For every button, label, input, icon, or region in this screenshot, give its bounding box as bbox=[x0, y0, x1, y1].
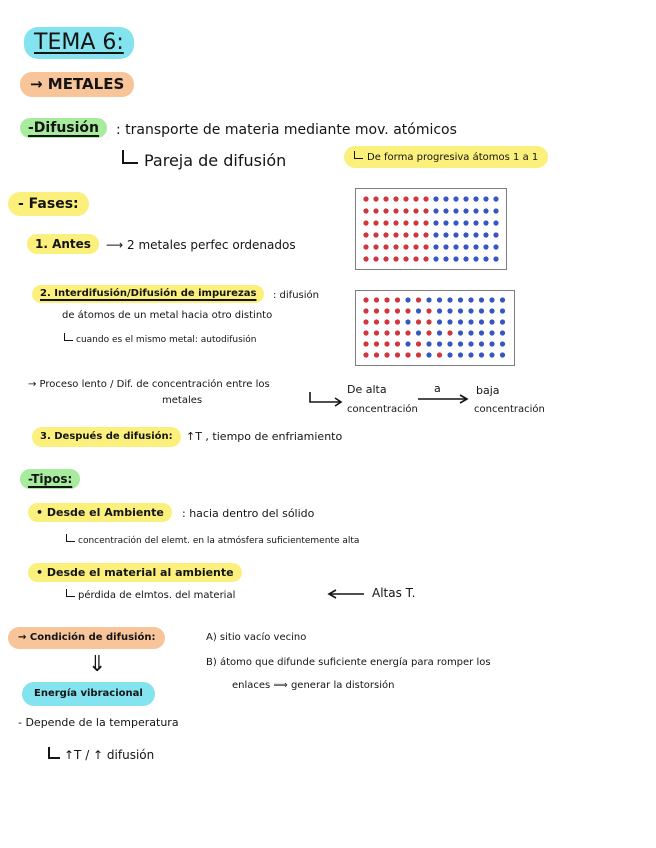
blue-atom bbox=[437, 341, 442, 346]
sub-arrow-icon bbox=[48, 747, 60, 759]
red-atom bbox=[405, 352, 410, 357]
blue-atom bbox=[479, 308, 484, 313]
blue-atom bbox=[500, 352, 505, 357]
sub-arrow-icon bbox=[122, 150, 138, 164]
blue-atom bbox=[443, 208, 448, 213]
fase1-text-value: 2 metales perfec ordenados bbox=[127, 238, 296, 252]
red-atom bbox=[423, 220, 428, 225]
tipo2-arrow-text: Altas T. bbox=[372, 586, 416, 600]
blue-atom bbox=[493, 232, 498, 237]
blue-atom bbox=[405, 341, 410, 346]
blue-atom bbox=[468, 341, 473, 346]
blue-atom bbox=[500, 319, 505, 324]
red-atom bbox=[395, 352, 400, 357]
sub-arrow-icon bbox=[354, 151, 363, 159]
blue-atom bbox=[500, 330, 505, 335]
conc-a: a bbox=[434, 382, 441, 395]
blue-atom bbox=[433, 208, 438, 213]
blue-atom bbox=[463, 208, 468, 213]
blue-atom bbox=[489, 341, 494, 346]
blue-atom bbox=[493, 220, 498, 225]
blue-atom bbox=[433, 256, 438, 261]
red-atom bbox=[423, 232, 428, 237]
sub-arrow-icon bbox=[66, 534, 75, 542]
depende-text: - Depende de la temperatura bbox=[18, 716, 179, 729]
blue-atom bbox=[437, 297, 442, 302]
blue-atom bbox=[437, 319, 442, 324]
difusion-definition: : transporte de materia mediante mov. atómicos bbox=[116, 122, 457, 138]
red-atom bbox=[373, 232, 378, 237]
blue-atom bbox=[468, 330, 473, 335]
blue-atom bbox=[500, 308, 505, 313]
condicion-b2: enlaces ⟹ generar la distorsión bbox=[232, 680, 395, 691]
red-atom bbox=[374, 341, 379, 346]
fase2-line2: de átomos de un metal hacia otro distinto bbox=[62, 310, 273, 321]
red-atom bbox=[363, 256, 368, 261]
difusion-label bbox=[20, 118, 107, 138]
fase2-line3 bbox=[64, 333, 257, 345]
energia-label: Energía vibracional bbox=[22, 682, 155, 706]
blue-atom bbox=[426, 341, 431, 346]
red-atom bbox=[393, 208, 398, 213]
blue-atom bbox=[468, 308, 473, 313]
red-atom bbox=[363, 297, 368, 302]
blue-atom bbox=[405, 297, 410, 302]
blue-atom bbox=[489, 330, 494, 335]
red-atom bbox=[363, 220, 368, 225]
difusion-label-text: -Difusión bbox=[28, 120, 100, 136]
proceso-line2: metales bbox=[162, 395, 203, 406]
red-atom bbox=[413, 232, 418, 237]
red-atom bbox=[437, 352, 442, 357]
red-atom bbox=[413, 196, 418, 201]
red-atom bbox=[403, 232, 408, 237]
blue-atom bbox=[458, 330, 463, 335]
blue-atom bbox=[433, 196, 438, 201]
red-atom bbox=[393, 256, 398, 261]
blue-atom bbox=[416, 330, 421, 335]
blue-atom bbox=[447, 319, 452, 324]
tipo1-sub-text: concentración del elemt. en la atmósfera suficientemente alta bbox=[78, 536, 360, 546]
red-atom bbox=[363, 208, 368, 213]
blue-atom bbox=[405, 319, 410, 324]
red-atom bbox=[363, 352, 368, 357]
blue-atom bbox=[447, 341, 452, 346]
fase1-text bbox=[106, 239, 296, 251]
fase1-label: 1. Antes bbox=[27, 234, 99, 254]
depende-sub-text: ↑T / ↑ difusión bbox=[64, 748, 155, 762]
red-atom bbox=[373, 256, 378, 261]
fase3-text: ↑T , tiempo de enfriamiento bbox=[186, 430, 343, 443]
blue-atom bbox=[468, 352, 473, 357]
tipo1-label: • Desde el Ambiente bbox=[28, 503, 172, 522]
blue-atom bbox=[437, 308, 442, 313]
blue-atom bbox=[463, 256, 468, 261]
blue-atom bbox=[458, 308, 463, 313]
page-title-text: TEMA 6: bbox=[34, 30, 124, 55]
blue-atom bbox=[453, 208, 458, 213]
blue-atom bbox=[443, 256, 448, 261]
red-atom bbox=[395, 341, 400, 346]
red-atom bbox=[426, 319, 431, 324]
red-atom bbox=[384, 319, 389, 324]
red-atom bbox=[395, 297, 400, 302]
blue-atom bbox=[443, 220, 448, 225]
blue-atom bbox=[483, 244, 488, 249]
red-atom bbox=[423, 208, 428, 213]
red-atom bbox=[395, 330, 400, 335]
blue-atom bbox=[443, 196, 448, 201]
blue-atom bbox=[489, 319, 494, 324]
blue-atom bbox=[479, 319, 484, 324]
conc-high-2: concentración bbox=[347, 404, 418, 415]
fases-label: - Fases: bbox=[8, 192, 89, 216]
red-atom bbox=[363, 341, 368, 346]
red-atom bbox=[426, 330, 431, 335]
red-atom bbox=[383, 208, 388, 213]
red-atom bbox=[413, 220, 418, 225]
conc-high-1: De alta bbox=[347, 383, 387, 396]
red-atom bbox=[423, 196, 428, 201]
red-atom bbox=[416, 352, 421, 357]
blue-atom bbox=[483, 208, 488, 213]
blue-atom bbox=[458, 341, 463, 346]
red-atom bbox=[395, 319, 400, 324]
red-atom bbox=[374, 308, 379, 313]
difusion-note-text: De forma progresiva átomos 1 a 1 bbox=[367, 152, 539, 163]
red-atom bbox=[393, 196, 398, 201]
red-atom bbox=[383, 256, 388, 261]
page-title bbox=[24, 27, 134, 59]
red-atom bbox=[393, 244, 398, 249]
blue-atom bbox=[479, 330, 484, 335]
fase2-line1: : difusión bbox=[273, 290, 319, 301]
red-atom bbox=[413, 244, 418, 249]
blue-atom bbox=[463, 220, 468, 225]
pareja-difusion bbox=[122, 150, 286, 169]
left-arrow-icon bbox=[326, 588, 366, 600]
red-atom bbox=[384, 308, 389, 313]
red-atom bbox=[393, 220, 398, 225]
red-atom bbox=[384, 341, 389, 346]
blue-atom bbox=[473, 220, 478, 225]
red-atom bbox=[383, 244, 388, 249]
red-atom bbox=[374, 330, 379, 335]
blue-atom bbox=[433, 244, 438, 249]
blue-atom bbox=[443, 244, 448, 249]
sub-arrow-icon bbox=[64, 333, 73, 341]
red-atom bbox=[426, 308, 431, 313]
blue-atom bbox=[443, 232, 448, 237]
red-atom bbox=[374, 352, 379, 357]
condicion-a: A) sitio vacío vecino bbox=[206, 632, 307, 643]
blue-atom bbox=[463, 244, 468, 249]
arrow-icon: ⟶ bbox=[106, 238, 128, 252]
red-atom bbox=[413, 208, 418, 213]
blue-atom bbox=[433, 232, 438, 237]
blue-atom bbox=[479, 352, 484, 357]
atom-grid-interdiffusion bbox=[355, 290, 515, 366]
section-metales-text: → METALES bbox=[30, 75, 125, 93]
red-atom bbox=[403, 220, 408, 225]
red-atom bbox=[373, 220, 378, 225]
blue-atom bbox=[479, 297, 484, 302]
conc-low-2: concentración bbox=[474, 404, 545, 415]
red-atom bbox=[413, 256, 418, 261]
depende-sub bbox=[48, 747, 154, 761]
blue-atom bbox=[433, 220, 438, 225]
red-atom bbox=[363, 319, 368, 324]
blue-atom bbox=[416, 308, 421, 313]
red-atom bbox=[384, 297, 389, 302]
blue-atom bbox=[489, 352, 494, 357]
red-atom bbox=[447, 330, 452, 335]
blue-atom bbox=[458, 319, 463, 324]
section-metales bbox=[20, 72, 134, 97]
red-atom bbox=[403, 196, 408, 201]
tipos-label bbox=[20, 469, 80, 489]
hook-arrow-icon bbox=[306, 390, 346, 410]
blue-atom bbox=[500, 341, 505, 346]
red-atom bbox=[416, 341, 421, 346]
red-atom bbox=[395, 308, 400, 313]
blue-atom bbox=[473, 256, 478, 261]
blue-atom bbox=[489, 297, 494, 302]
red-atom bbox=[423, 256, 428, 261]
tipo2-label: • Desde el material al ambiente bbox=[28, 563, 242, 582]
red-atom bbox=[373, 208, 378, 213]
blue-atom bbox=[447, 308, 452, 313]
blue-atom bbox=[483, 256, 488, 261]
blue-atom bbox=[493, 256, 498, 261]
red-atom bbox=[403, 256, 408, 261]
blue-atom bbox=[453, 220, 458, 225]
tipo2-sub bbox=[66, 589, 235, 601]
fase2-label-text: 2. Interdifusión/Difusión de impurezas bbox=[40, 288, 257, 299]
blue-atom bbox=[447, 352, 452, 357]
blue-atom bbox=[500, 297, 505, 302]
atom-grid-interdiffusion-svg bbox=[356, 291, 514, 365]
red-atom bbox=[384, 330, 389, 335]
red-atom bbox=[363, 196, 368, 201]
blue-atom bbox=[453, 232, 458, 237]
sub-arrow-icon bbox=[66, 589, 75, 597]
conc-low-1: baja bbox=[476, 384, 500, 397]
atom-grid-before-svg bbox=[356, 189, 506, 269]
pareja-difusion-text: Pareja de difusión bbox=[144, 151, 287, 170]
red-atom bbox=[363, 308, 368, 313]
red-atom bbox=[423, 244, 428, 249]
blue-atom bbox=[473, 196, 478, 201]
blue-atom bbox=[453, 256, 458, 261]
blue-atom bbox=[463, 232, 468, 237]
red-atom bbox=[363, 232, 368, 237]
red-atom bbox=[416, 297, 421, 302]
fase2-line3-text: cuando es el mismo metal: autodifusión bbox=[76, 335, 257, 345]
fase3-label: 3. Después de difusión: bbox=[32, 427, 181, 447]
arrow-icon bbox=[416, 393, 470, 405]
blue-atom bbox=[483, 196, 488, 201]
difusion-note bbox=[344, 146, 548, 168]
tipo2-sub-text: pérdida de elmtos. del material bbox=[78, 590, 236, 601]
red-atom bbox=[373, 196, 378, 201]
red-atom bbox=[403, 208, 408, 213]
red-atom bbox=[373, 244, 378, 249]
blue-atom bbox=[447, 297, 452, 302]
red-atom bbox=[383, 220, 388, 225]
proceso-line1: → Proceso lento / Dif. de concentración entre los bbox=[28, 379, 270, 390]
blue-atom bbox=[493, 244, 498, 249]
fase2-label bbox=[32, 285, 264, 303]
red-atom bbox=[383, 196, 388, 201]
double-down-arrow-icon: ⇓ bbox=[88, 652, 107, 677]
red-atom bbox=[405, 308, 410, 313]
blue-atom bbox=[426, 352, 431, 357]
blue-atom bbox=[479, 341, 484, 346]
condicion-label: → Condición de difusión: bbox=[8, 627, 165, 649]
tipo1-sub bbox=[66, 534, 359, 546]
blue-atom bbox=[458, 297, 463, 302]
tipo1-text: : hacia dentro del sólido bbox=[182, 507, 315, 520]
blue-atom bbox=[426, 297, 431, 302]
blue-atom bbox=[483, 232, 488, 237]
tipos-label-text: -Tipos: bbox=[28, 472, 73, 486]
red-atom bbox=[384, 352, 389, 357]
red-atom bbox=[416, 319, 421, 324]
condicion-b1: B) átomo que difunde suficiente energía para romper los bbox=[206, 657, 491, 668]
red-atom bbox=[363, 244, 368, 249]
blue-atom bbox=[493, 208, 498, 213]
blue-atom bbox=[468, 319, 473, 324]
atom-grid-before bbox=[355, 188, 507, 270]
blue-atom bbox=[489, 308, 494, 313]
blue-atom bbox=[453, 244, 458, 249]
blue-atom bbox=[458, 352, 463, 357]
blue-atom bbox=[437, 330, 442, 335]
red-atom bbox=[403, 244, 408, 249]
blue-atom bbox=[463, 196, 468, 201]
blue-atom bbox=[473, 232, 478, 237]
red-atom bbox=[383, 232, 388, 237]
red-atom bbox=[393, 232, 398, 237]
red-atom bbox=[363, 330, 368, 335]
blue-atom bbox=[493, 196, 498, 201]
red-atom bbox=[374, 319, 379, 324]
blue-atom bbox=[473, 244, 478, 249]
blue-atom bbox=[453, 196, 458, 201]
red-atom bbox=[374, 297, 379, 302]
red-atom bbox=[405, 330, 410, 335]
blue-atom bbox=[473, 208, 478, 213]
blue-atom bbox=[468, 297, 473, 302]
blue-atom bbox=[483, 220, 488, 225]
